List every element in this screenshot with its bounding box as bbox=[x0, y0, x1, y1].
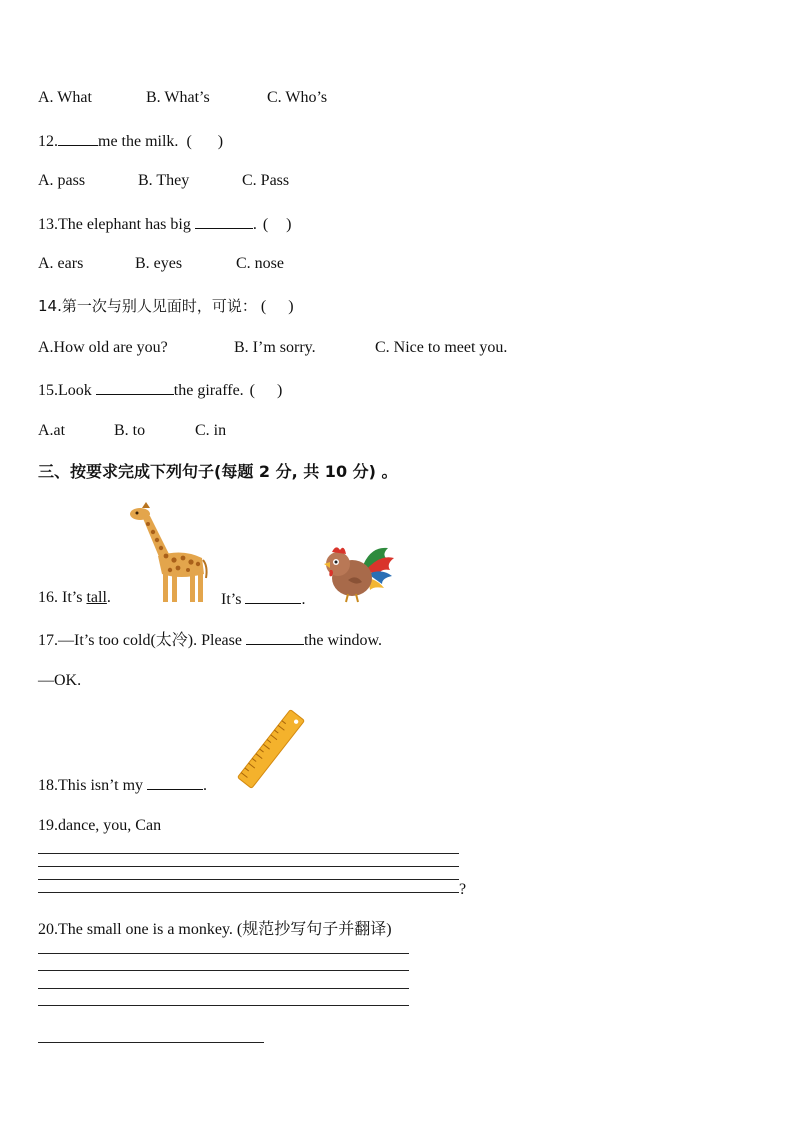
q16-prefix: 16. It’s bbox=[38, 589, 87, 606]
q20-writing-line-2[interactable] bbox=[38, 970, 409, 971]
q19-writing-line-4[interactable] bbox=[38, 892, 459, 893]
q15-options bbox=[38, 421, 226, 441]
q15-option-a: A.at bbox=[38, 422, 66, 439]
q18-tail: . bbox=[203, 777, 208, 794]
q12-option-c: C. Pass bbox=[242, 172, 290, 189]
q13-options bbox=[38, 254, 284, 274]
q15-question bbox=[38, 379, 282, 401]
q12-option-b: B. They bbox=[138, 172, 190, 189]
q20-translation-line[interactable] bbox=[38, 1042, 264, 1043]
q13-tail: . bbox=[252, 216, 257, 233]
q17-blank[interactable] bbox=[246, 629, 304, 645]
q12-question bbox=[38, 130, 223, 152]
q13-blank[interactable] bbox=[195, 213, 253, 229]
q16-its-line bbox=[221, 588, 305, 610]
q14-paren-open: ( bbox=[260, 298, 267, 315]
q14-question bbox=[38, 296, 294, 317]
q11-options bbox=[38, 88, 327, 108]
q15-tail: the giraffe. bbox=[173, 382, 244, 399]
q13-text: 13.The elephant has big bbox=[38, 216, 191, 233]
q17-tail: the window. bbox=[303, 632, 383, 649]
q17-answer: —OK. bbox=[38, 672, 82, 689]
q18-question bbox=[38, 774, 207, 796]
giraffe-illustration bbox=[128, 500, 210, 604]
q19-question: 19.dance, you, Can bbox=[38, 817, 162, 834]
q15-text: 15.Look bbox=[38, 382, 92, 399]
section-3-heading: 三、按要求完成下列句子(每题 2 分, 共 10 分) 。 bbox=[38, 462, 398, 481]
q14-option-b: B. I’m sorry. bbox=[234, 339, 316, 356]
q11-option-b: B. What’s bbox=[146, 89, 210, 106]
q15-paren-open: ( bbox=[249, 382, 255, 399]
q13-option-a: A. ears bbox=[38, 255, 84, 272]
q12-number: 12. bbox=[38, 133, 58, 150]
q17-question bbox=[38, 629, 382, 651]
q15-paren-close: ) bbox=[277, 382, 283, 399]
q19-writing-line-3[interactable] bbox=[38, 879, 459, 880]
q19-question-mark: ? bbox=[459, 881, 467, 898]
q14-option-c: C. Nice to meet you. bbox=[375, 339, 508, 356]
q11-option-c: C. Who’s bbox=[267, 89, 328, 106]
ruler-illustration bbox=[234, 708, 308, 790]
q12-text: me the milk. bbox=[98, 133, 179, 150]
q11-option-a: A. What bbox=[38, 89, 92, 106]
q15-option-b: B. to bbox=[114, 422, 146, 439]
q20-writing-line-1[interactable] bbox=[38, 953, 409, 954]
q18-text: 18.This isn’t my bbox=[38, 777, 144, 794]
q14-paren-close: ) bbox=[288, 298, 294, 315]
q16-its: It’s bbox=[221, 591, 242, 608]
q15-blank[interactable] bbox=[96, 379, 174, 395]
q16-tail: . bbox=[301, 591, 306, 608]
q20-question bbox=[38, 920, 392, 940]
q13-option-c: C. nose bbox=[236, 255, 284, 272]
q13-question bbox=[38, 213, 292, 235]
q20-writing-line-4[interactable] bbox=[38, 1005, 409, 1006]
q12-paren-close: ) bbox=[217, 133, 224, 150]
q13-option-b: B. eyes bbox=[135, 255, 183, 272]
q17-text: 17.—It’s too cold(太冷). Please bbox=[38, 632, 242, 649]
q18-blank[interactable] bbox=[147, 774, 203, 790]
q12-options bbox=[38, 171, 289, 191]
q14-option-a: A.How old are you? bbox=[38, 339, 168, 356]
rooster-illustration bbox=[318, 540, 396, 604]
q16-underlined-word: tall bbox=[86, 589, 107, 606]
q20-text: 20.The small one is a monkey. (规范抄写句子并翻译) bbox=[38, 921, 392, 938]
q12-blank[interactable] bbox=[58, 130, 98, 146]
q16-question bbox=[38, 588, 111, 608]
q12-option-a: A. pass bbox=[38, 172, 86, 189]
q19-writing-line-2[interactable] bbox=[38, 866, 459, 867]
q13-paren-open: ( bbox=[262, 216, 269, 233]
q14-text: 14.第一次与别人见面时，可说： bbox=[38, 297, 257, 315]
q20-writing-line-3[interactable] bbox=[38, 988, 409, 989]
q13-paren-close: ) bbox=[286, 216, 292, 233]
q14-options bbox=[38, 338, 507, 358]
q16-suffix: . bbox=[106, 589, 111, 606]
q16-blank[interactable] bbox=[245, 588, 301, 604]
q12-paren-open: ( bbox=[186, 133, 192, 150]
q19-writing-line-1[interactable] bbox=[38, 853, 459, 854]
q15-option-c: C. in bbox=[195, 422, 227, 439]
